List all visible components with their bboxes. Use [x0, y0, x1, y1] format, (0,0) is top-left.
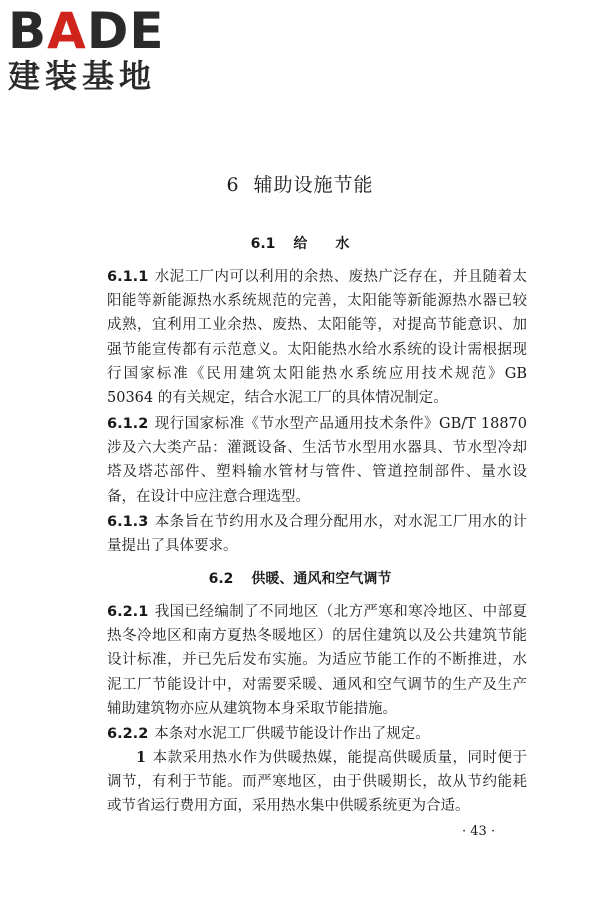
bade-logo [8, 2, 178, 95]
clause-text: 本条旨在节约用水及合理分配用水，对水泥工厂用水的计量提出了具体要求。 [107, 514, 527, 555]
logo-wordmark: BADE [8, 2, 165, 60]
clause-paragraph [107, 510, 527, 558]
page-number: · 43 · [462, 824, 496, 839]
chapter-number: 6 [226, 174, 240, 196]
chapter-heading [0, 170, 600, 197]
clause-paragraph [107, 265, 527, 410]
section-title: 给 水 [293, 236, 350, 252]
clause-text: 水泥工厂内可以利用的余热、废热广泛存在，并且随着太阳能等新能源热水系统规范的完善，太阳能等新能源热水器已较成熟，宜利用工业余热、废热、太阳能等，对提高节能意识、加强节能宣传都有示范意义。太阳能热水给水系统的设计需根据现行国家标准《民用建筑太阳能热水系统应用技术规范》GB 50364 的有关规定，结合水泥工厂的具体情况制定。 [107, 269, 527, 407]
clause-text: 本条对水泥工厂供暖节能设计作出了规定。 [154, 726, 430, 742]
clause-number: 6.1.2 [107, 416, 149, 432]
item-number: 1 [136, 749, 147, 766]
clause-number: 6.1.1 [107, 269, 149, 285]
item-text: 本款采用热水作为供暖热媒，能提高供暖质量，同时便于调节，有利于节能。而严寒地区，由于供暖期长，故从节约能耗或节省运行费用方面，采用热水集中供暖系统更为合适。 [107, 750, 527, 815]
clause-text: 现行国家标准《节水型产品通用技术条件》GB/T 18870 涉及六大类产品：灌溉设备、生活节水型用水器具、节水型冷却塔及塔芯部件、塑料输水管材与管件、管道控制部件、量水设备，在设计中应注意合理选型。 [107, 416, 527, 505]
item-paragraph [107, 746, 527, 819]
chapter-title: 辅助设施节能 [253, 174, 374, 196]
section-title: 供暖、通风和空气调节 [251, 571, 392, 587]
clause-number: 6.2.2 [107, 726, 149, 742]
section-number: 6.1 [250, 236, 276, 252]
logo-chinese: 建装基地 [8, 57, 157, 95]
clause-number: 6.1.3 [107, 514, 149, 530]
section-number: 6.2 [208, 571, 234, 587]
clause-paragraph [107, 722, 527, 746]
section-heading [0, 568, 600, 588]
section-heading [0, 233, 600, 253]
clause-paragraph [107, 412, 527, 509]
clause-paragraph [107, 600, 527, 721]
clause-text: 我国已经编制了不同地区（北方严寒和寒冷地区、中部夏热冬冷地区和南方夏热冬暖地区）的居住建筑以及公共建筑节能设计标准，并已先后发布实施。为适应节能工作的不断推进，水泥工厂节能设计中，对需要采暖、通风和空气调节的生产及生产辅助建筑物亦应从建筑物本身采取节能措施。 [107, 604, 527, 717]
clause-number: 6.2.1 [107, 604, 149, 620]
